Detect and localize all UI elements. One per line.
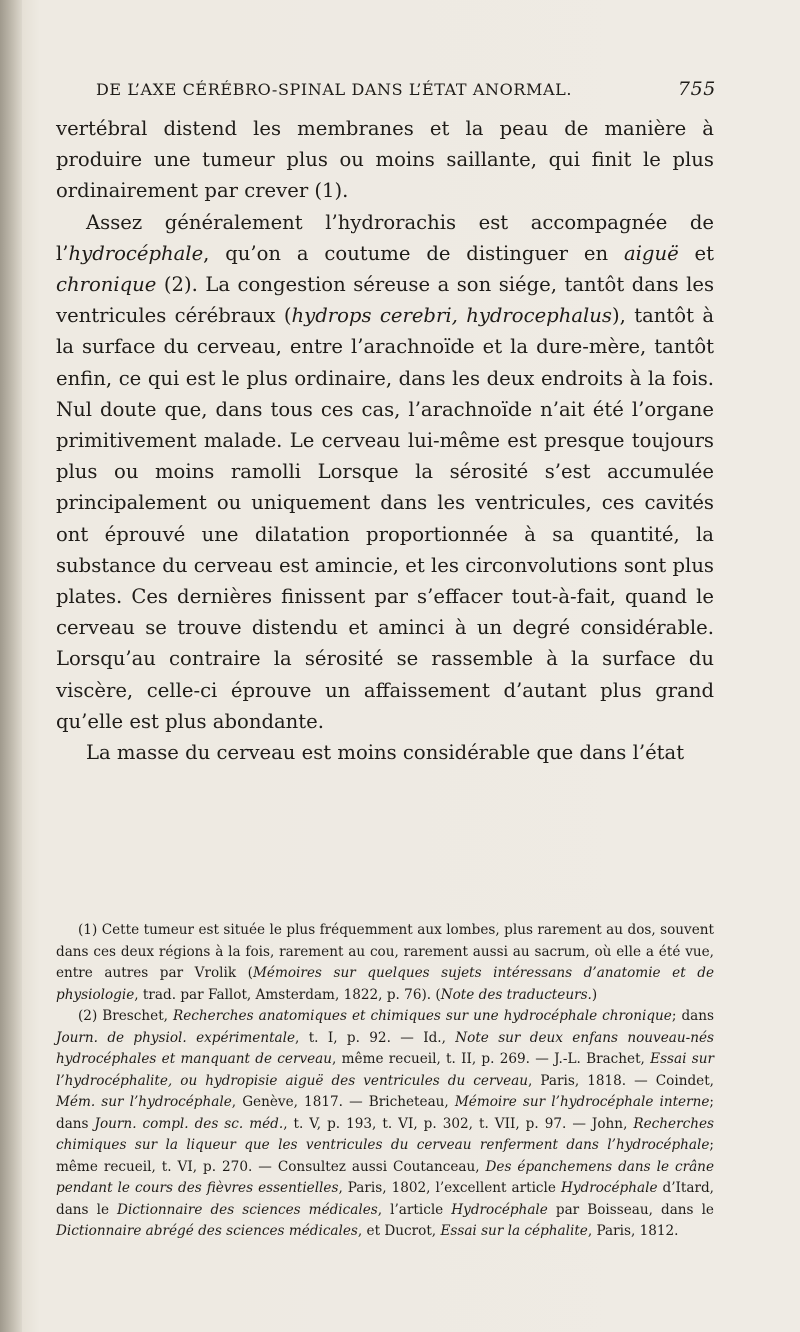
italic-title: Hydrocéphale <box>560 1180 658 1196</box>
paragraph-masse: La masse du cerveau est moins considérable que dans l’état <box>86 741 685 765</box>
text-run: (1) Cette tumeur est située le plus fréquemment aux lombes, plus rarement au dos, souvent dans ces deux régions à la fois, rarement au cou, rarement aussi au sacrum, où elle a été vue, entre autres par Vrolik ( <box>56 922 714 981</box>
italic-term: aiguë <box>623 241 679 265</box>
text-run: , Paris, 1812. <box>587 1223 679 1239</box>
italic-term: hydrocéphale <box>68 241 204 265</box>
italic-term: hydrops cerebri, hydrocephalus <box>291 304 612 328</box>
italic-title: Hydrocéphale <box>451 1201 548 1218</box>
text-run: par Boisseau, dans le <box>547 1201 714 1218</box>
italic-title: Journ. de physiol. expérimentale <box>56 1029 296 1046</box>
text-run: ; dans <box>671 1008 714 1024</box>
text-run: , qu’on a coutume de distinguer en <box>203 241 624 265</box>
text-run: et <box>678 241 714 265</box>
italic-title: Recherches chimiques sur la liqueur que les ventricules du cerveau renferment dans l’hydrocéphale <box>56 1115 714 1153</box>
main-text <box>56 113 714 768</box>
italic-title: Essai sur la céphalite <box>440 1223 588 1239</box>
text-run: , Paris, 1818. — Coindet, <box>528 1072 714 1089</box>
text-run: , l’article <box>377 1201 452 1218</box>
text-run: ; même recueil, t. VI, p. 270. — Consultez aussi Coutanceau, <box>56 1137 714 1175</box>
text-run: (2) Breschet, <box>78 1008 173 1024</box>
italic-title: Journ. compl. des sc. méd. <box>94 1115 284 1132</box>
text-run: Assez généralement l’hydrorachis est accompagnée de l’ <box>56 210 714 265</box>
text-run: , même recueil, t. II, p. 269. — J.-L. Brachet, <box>332 1051 651 1067</box>
footnote-1 <box>56 920 714 1006</box>
text-run: , t. I, p. 92. — Id., <box>295 1029 456 1046</box>
text-run: d’Itard, dans le <box>56 1180 714 1218</box>
running-title: DE L’AXE CÉRÉBRO-SPINAL DANS L’ÉTAT ANORMAL. <box>96 80 573 99</box>
text-run: , et Ducrot, <box>357 1223 441 1239</box>
italic-title: Dictionnaire abrégé des sciences médicales <box>56 1223 358 1239</box>
footnote-2 <box>56 1006 714 1243</box>
italic-title: Note sur deux enfans nouveau-nés hydrocéphales et manquant de cerveau <box>56 1029 714 1067</box>
text-run: , Genève, 1817. — Bricheteau, <box>231 1094 455 1110</box>
italic-title: Recherches anatomiques et chimiques sur une hydrocéphale chronique <box>173 1008 672 1024</box>
running-header <box>96 78 716 108</box>
italic-title: Mémoires sur quelques sujets intéressans d’anatomie et de physiologie <box>56 965 714 1003</box>
binding-shadow <box>0 0 22 1332</box>
italic-title: Mém. sur l’hydrocéphale <box>56 1094 232 1110</box>
page-number: 755 <box>677 78 716 100</box>
text-run: , t. V, p. 193, t. VI, p. 302, t. VII, p. 97. — John, <box>283 1115 634 1132</box>
text-run: , Paris, 1802, l’excellent article <box>338 1180 561 1196</box>
paragraph-hydrocephale <box>56 207 714 737</box>
text-run: , trad. par Fallot, Amsterdam, 1822, p. 76). ( <box>134 986 441 1003</box>
italic-title: Essai sur l’hydrocéphalite, ou hydropisie aiguë des ventricules du cerveau <box>56 1051 714 1089</box>
text-run: ) <box>591 986 598 1003</box>
footnotes <box>56 920 714 1243</box>
text-run: (2). La congestion séreuse a son siége, tantôt dans les ventricules cérébraux ( <box>56 273 714 328</box>
text-run: ), tantôt à la surface du cerveau, entre l’arachnoïde et la dure-mère, tantôt enfin, ce qui est le plus ordinaire, dans les deux endroits à la fois. Nul doute que, dans tous ces cas, l’arachnoïde n’ait été l’organe primitivement malade. Le cerveau lui-même est presque toujours plus ou moins ramolli Lorsque la sérosité s’est accumulée principalement ou uniquement dans les ventricules, ces cavités ont éprouvé une dilatation proportionnée à sa quantité, la substance du cerveau est amincie, et les circonvolutions sont plus plates. Ces dernières finissent par s’effacer tout-à-fait, quand le cerveau se trouve distendu et aminci à un degré considérable. Lorsqu’au contraire la sérosité se rassemble à la surface du viscère, celle-ci éprouve un affaissement d’autant plus grand qu’elle est plus abondante. <box>56 304 715 733</box>
paragraph-continuation: vertébral distend les membranes et la peau de manière à produire une tumeur plus ou moins saillante, qui finit le plus ordinairement par crever (1). <box>56 117 714 203</box>
italic-title: Dictionnaire des sciences médicales <box>117 1201 378 1218</box>
italic-title: Note des traducteurs. <box>440 986 592 1003</box>
text-run: ; dans <box>56 1094 714 1132</box>
italic-title: Mémoire sur l’hydrocéphale interne <box>454 1094 710 1110</box>
italic-term: chronique <box>56 273 157 297</box>
italic-title: Des épanchemens dans le crâne pendant le cours des fièvres essentielles <box>56 1158 714 1196</box>
